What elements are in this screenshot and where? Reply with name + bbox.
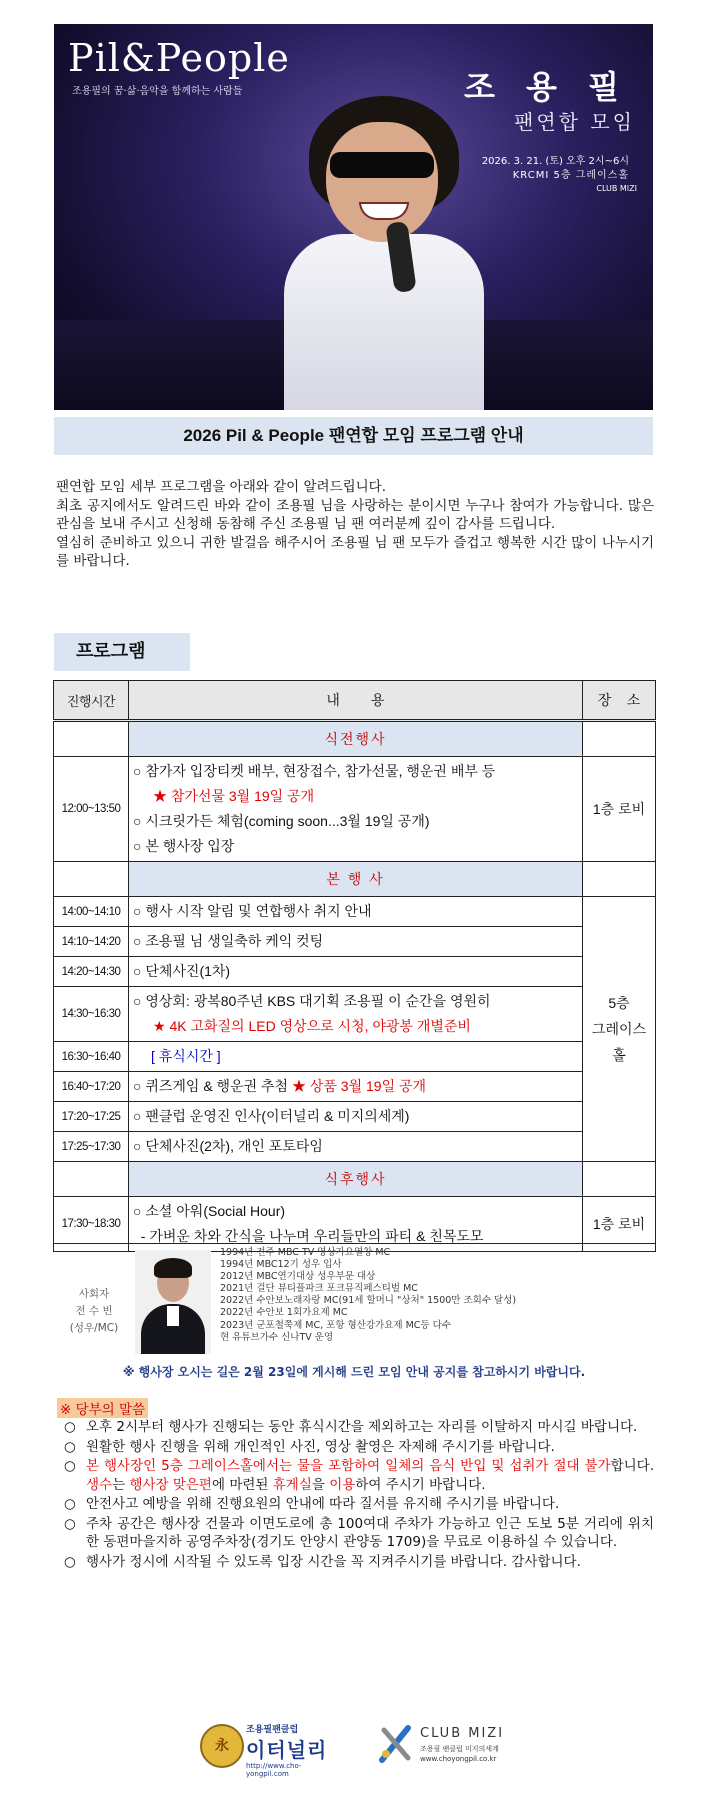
- page-title: 2026 Pil & People 팬연합 모임 프로그램 안내: [54, 417, 653, 455]
- content-cell: ○ 행사 시작 알림 및 연합행사 취지 안내: [129, 897, 583, 927]
- intro-paragraph: 최초 공지에서도 알려드린 바와 같이 조용필 님을 사랑하는 분이시면 누구나 참여가 가능합니다. 많은 관심을 보내 주시고 신청해 동참해 주신 조용필 님 팬 여러분께 깊이 감사를 드립니다.: [56, 497, 654, 532]
- table-row: [54, 1072, 656, 1102]
- singer-face: [326, 122, 438, 242]
- host-career: [220, 1247, 516, 1344]
- table-row: [54, 757, 656, 862]
- table-row: [54, 957, 656, 987]
- table-row: [54, 987, 656, 1042]
- bullet-icon: ○: [64, 1553, 76, 1570]
- section-row: [54, 862, 656, 897]
- intro-paragraph: 팬연합 모임 세부 프로그램을 아래와 같이 알려드립니다.: [56, 479, 386, 495]
- poster-subtitle: 팬연합 모임: [514, 110, 635, 134]
- singer-jacket: [284, 234, 484, 410]
- content-cell: ○ 퀴즈게임 & 행운권 추첨 ★ 상품 3월 19일 공개: [129, 1072, 583, 1102]
- content-cell: ○ 단체사진(2차), 개인 포토타임: [129, 1132, 583, 1162]
- bullet-icon: ○: [64, 1458, 76, 1474]
- section-post: 식후행사: [129, 1162, 583, 1197]
- eternally-logo: 永 조용필팬클럽 이터널리 http://www.cho-yongpil.com: [200, 1722, 340, 1774]
- directions-notice: ※ 행사장 오시는 길은 2월 23일에 게시해 드린 모임 안내 공지를 참고하시기 바랍니다.: [122, 1365, 586, 1379]
- request-item: ○ 주차 공간은 행사장 건물과 이면도로에 총 100여대 주차가 가능하고 인근 도보 5분 거리에 위치한 동편마을지하 공영주차장(경기도 안양시 관양동 1709)을 무료로 이용하실 수 있습니다.: [64, 1515, 654, 1550]
- bullet-icon: ○: [64, 1419, 76, 1435]
- highlight-line: ★ 참가선물 3월 19일 공개: [153, 788, 315, 804]
- bullet-icon: ○: [64, 1438, 76, 1455]
- request-item: ○ 안전사고 예방을 위해 진행요원의 안내에 따라 질서를 유지해 주시기를 바랍니다.: [64, 1496, 560, 1512]
- content-cell: ○ 팬클럽 운영진 인사(이터널리 & 미지의세계): [129, 1102, 583, 1132]
- section-row: [54, 721, 656, 757]
- content-cell: ○ 조용필 님 생일축하 케익 컷팅: [129, 927, 583, 957]
- time-cell: 14:30~16:30: [54, 987, 129, 1042]
- request-item: ○ 오후 2시부터 행사가 진행되는 동안 휴식시간을 제외하고는 자리를 이탈하지 마시길 바랍니다.: [64, 1419, 638, 1435]
- poster-venue: KRCMI 5층 그레이스홀: [512, 170, 629, 181]
- place-cell: 1층 로비: [583, 1197, 656, 1252]
- time-cell: 14:20~14:30: [54, 957, 129, 987]
- content-line: ○ 본 행사장 입장: [133, 838, 235, 854]
- content-cell: ○ 단체사진(1차): [129, 957, 583, 987]
- request-title: ※ 당부의 말씀: [57, 1398, 148, 1418]
- highlight-text: ★ 상품 3월 19일 공개: [291, 1078, 427, 1094]
- clubmizi-emblem-icon: [378, 1724, 414, 1764]
- time-cell: 17:30~18:30: [54, 1197, 129, 1252]
- time-cell: 12:00~13:50: [54, 757, 129, 862]
- table-row: [54, 897, 656, 927]
- header-place: 장 소: [583, 681, 656, 721]
- section-row: [54, 1162, 656, 1197]
- place-cell-main: 5층 그레이스 홀: [583, 897, 656, 1162]
- time-cell: 17:20~17:25: [54, 1102, 129, 1132]
- poster-name: 조 용 필: [463, 68, 629, 106]
- intro-text: [56, 478, 654, 571]
- career-item: 2021년 걸단 뷰티플파크 포크뮤직페스티벌 MC: [220, 1283, 418, 1295]
- time-cell: 16:40~17:20: [54, 1072, 129, 1102]
- table-row: [54, 927, 656, 957]
- host-section: [53, 1243, 656, 1356]
- eternally-emblem: 永: [200, 1724, 244, 1768]
- header-content: 내 용: [129, 681, 583, 721]
- table-header-row: [54, 681, 656, 721]
- intro-paragraph: 열심히 준비하고 있으니 귀한 발걸음 해주시어 조용필 님 팬 모두가 즐겁고 행복한 시간 많이 나누시기를 바랍니다.: [56, 534, 654, 569]
- poster-brand: Pil&People: [68, 36, 290, 80]
- sunglasses: [330, 152, 434, 178]
- content-cell: ○ 영상회: 광복80주년 KBS 대기획 조용필 이 순간을 영원히 ★ 4K 고화질의 LED 영상으로 시청, 야광봉 개별준비: [129, 987, 583, 1042]
- career-item: 1994년 MBC12기 성우 입사: [220, 1259, 342, 1271]
- bullet-icon: ○: [64, 1496, 76, 1512]
- content-cell: [129, 757, 583, 862]
- time-cell: 14:10~14:20: [54, 927, 129, 957]
- request-item: ○ 행사가 정시에 시작될 수 있도록 입장 시간을 꼭 지켜주시기를 바랍니다. 감사합니다.: [64, 1553, 581, 1570]
- time-cell: 16:30~16:40: [54, 1042, 129, 1072]
- time-cell: 14:00~14:10: [54, 897, 129, 927]
- career-item: 2023년 군포철쭉제 MC, 포항 형산강가요제 MC등 다수: [220, 1319, 451, 1331]
- header-time: 진행시간: [54, 681, 129, 721]
- break-cell: [ 휴식시간 ]: [129, 1042, 583, 1072]
- section-main: 본 행 사: [129, 862, 583, 897]
- career-item: 2012년 MBC연기대상 성우부문 대상: [220, 1271, 376, 1283]
- content-cell: ○ 소셜 아워(Social Hour) - 가벼운 차와 간식을 나누며 우리들만의 파티 & 친목도모: [129, 1197, 583, 1252]
- poster-logos: CLUB MIZI: [596, 184, 637, 193]
- place-cell: 1층 로비: [583, 757, 656, 862]
- career-item: 현 유튜브가수 신나TV 운영: [220, 1331, 334, 1343]
- request-item: ○ 본 행사장인 5층 그레이스홀에서는 물을 포함하여 일체의 음식 반입 및 섭취가 절대 불가합니다. 생수는 행사장 맞은편에 마련된 휴게실을 이용하여 주시기 바랍니다.: [64, 1458, 654, 1493]
- table-row: [54, 1132, 656, 1162]
- poster-date: 2026. 3. 21. (토) 오후 2시~6시: [481, 156, 629, 167]
- career-item: 1994년 전주 MBC TV 영상가요열창 MC: [220, 1247, 391, 1258]
- career-item: 2022년 수안보 1회가요제 MC: [220, 1307, 348, 1319]
- host-photo: [135, 1250, 211, 1354]
- table-row: [54, 1102, 656, 1132]
- request-list: [64, 1418, 654, 1572]
- event-poster: [54, 24, 653, 410]
- request-item: ○ 원활한 행사 진행을 위해 개인적인 사진, 영상 촬영은 자제해 주시기를 바랍니다.: [64, 1438, 555, 1455]
- career-item: 2022년 수안보노래자랑 MC(91세 할머니 "상처" 1500만 조회수 달성): [220, 1295, 517, 1307]
- highlight-line: ★ 4K 고화질의 LED 영상으로 시청, 야광봉 개별준비: [153, 1018, 471, 1034]
- bullet-icon: ○: [64, 1515, 76, 1532]
- poster-tagline: 조용필의 꿈·삶·음악을 함께하는 사람들: [72, 86, 243, 97]
- table-row: [54, 1042, 656, 1072]
- program-heading: 프로그램: [54, 633, 190, 671]
- host-label: 사회자 전 수 빈 (성우/MC): [69, 1288, 119, 1334]
- section-pre: 식전행사: [129, 721, 583, 757]
- content-line: ○ 시크릿가든 체험(coming soon...3월 19일 공개): [133, 813, 430, 829]
- program-table: [53, 680, 656, 1252]
- content-line: ○ 참가자 입장티켓 배부, 현장접수, 참가선물, 행운권 배부 등: [133, 763, 496, 779]
- clubmizi-logo: CLUB MIZI 조용필 팬클럽 미지의세계 www.choyongpil.co.kr: [378, 1722, 528, 1774]
- time-cell: 17:25~17:30: [54, 1132, 129, 1162]
